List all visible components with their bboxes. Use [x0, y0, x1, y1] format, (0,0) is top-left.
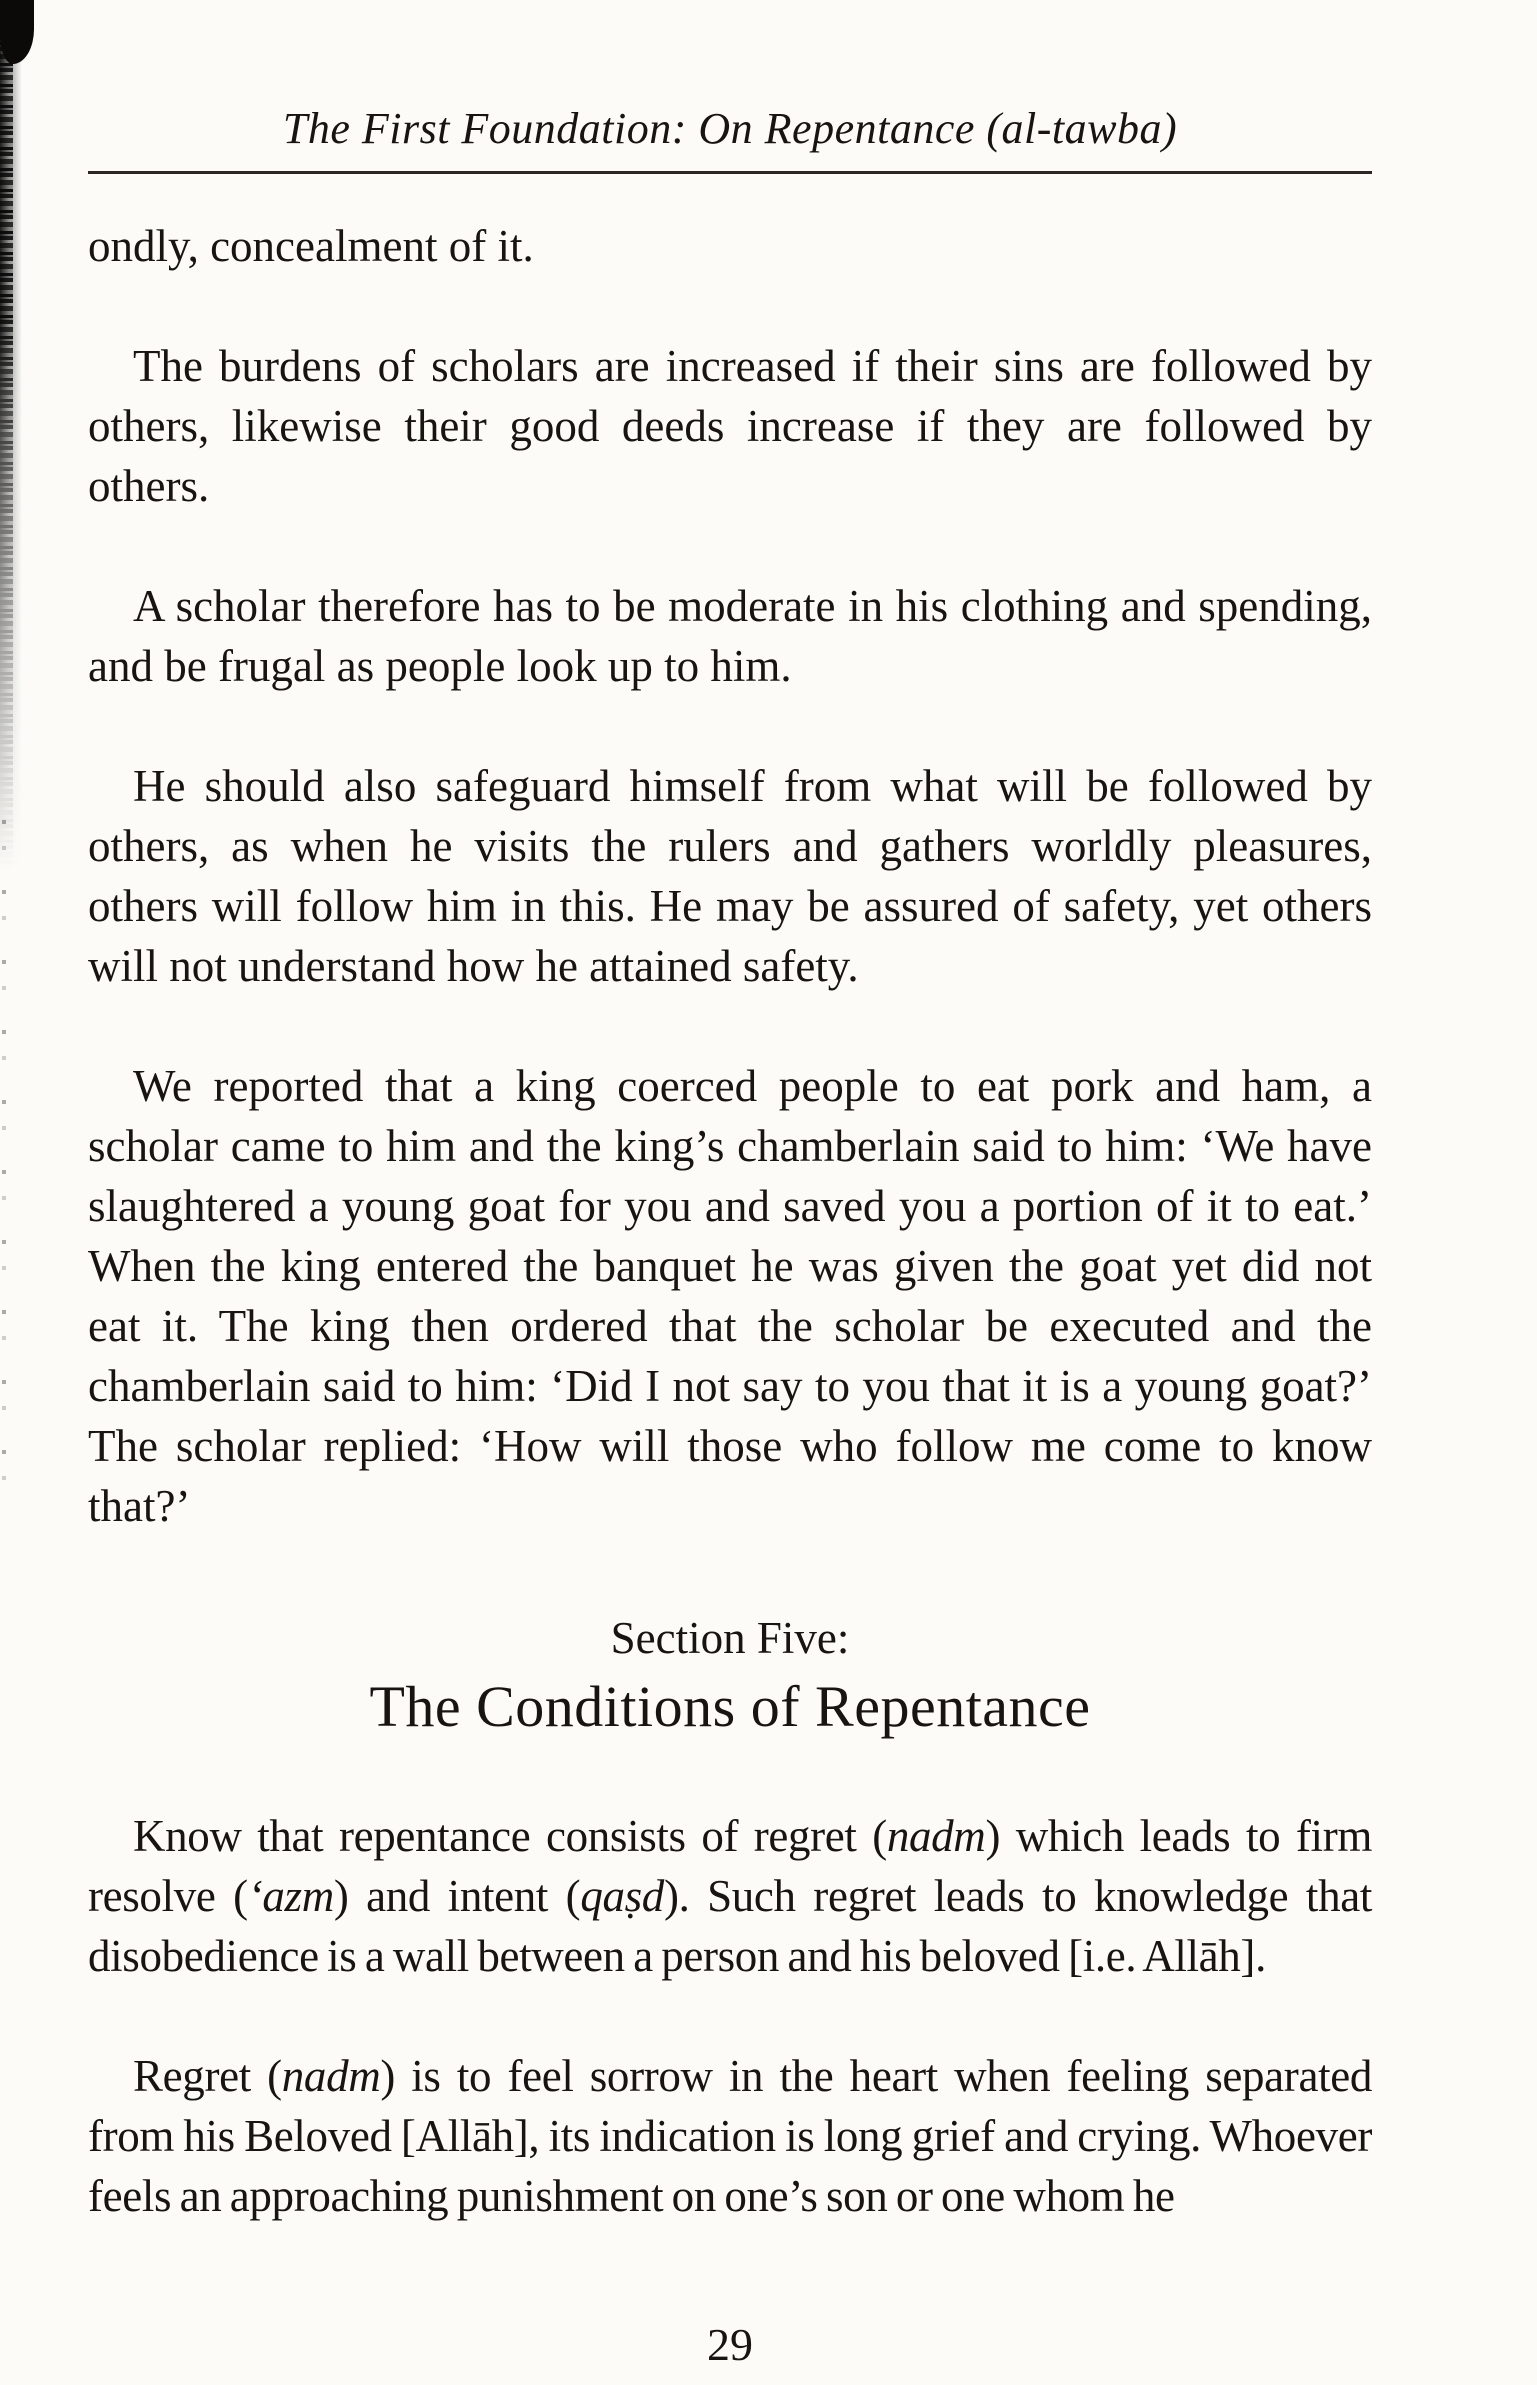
- page-header: [88, 102, 1372, 174]
- body-paragraph: Regret (nadm) is to feel sorrow in the heart when feeling separated from his Beloved [Allāh], its indication is long grief and crying. Whoever feels an approaching punishment on one’s son or one whom he: [88, 2051, 1372, 2221]
- section-heading: [88, 1608, 1372, 1746]
- scan-edge-artifact: [0, 0, 34, 880]
- body-paragraph: He should also safeguard himself from what will be followed by others, as when he visits the rulers and gathers worldly pleasures, others will follow him in this. He may be assured of safety, yet others will not understand how he attained safety.: [88, 761, 1372, 991]
- page-number: 29: [707, 2319, 753, 2370]
- scan-corner-blob: [0, 0, 34, 64]
- section-title: The Conditions of Repentance: [369, 1674, 1091, 1739]
- section-label: Section Five:: [610, 1613, 850, 1663]
- scan-edge-artifact-tail: [2, 820, 6, 1520]
- body-paragraph: We reported that a king coerced people to eat pork and ham, a scholar came to him and the king’s chamberlain said to him: ‘We have slaughtered a young goat for you and saved you a portion of it to eat.’ When the king entered the banquet he was given the goat yet did not eat it. The king then ordered that the scholar be executed and the chamberlain said to him: ‘Did I not say to you that it is a young goat?’ The scholar replied: ‘How will those who follow me come to know that?’: [88, 1061, 1372, 1531]
- body-paragraph: The burdens of scholars are increased if their sins are followed by others, likewise their good deeds increase if they are followed by others.: [88, 341, 1372, 511]
- header-rule: [88, 171, 1372, 174]
- running-header-title: The First Foundation: On Repentance (al-tawba): [282, 104, 1178, 153]
- page-body: [88, 216, 1372, 2226]
- body-paragraph: Know that repentance consists of regret (nadm) which leads to firm resolve (‘azm) and intent (qaṣd). Such regret leads to knowledge that disobedience is a wall between a person and his beloved [i.e. Allāh].: [88, 1811, 1372, 1981]
- body-paragraph: A scholar therefore has to be moderate in his clothing and spending, and be frugal as people look up to him.: [88, 581, 1372, 691]
- body-paragraph-continuation: ondly, concealment of it.: [88, 221, 534, 271]
